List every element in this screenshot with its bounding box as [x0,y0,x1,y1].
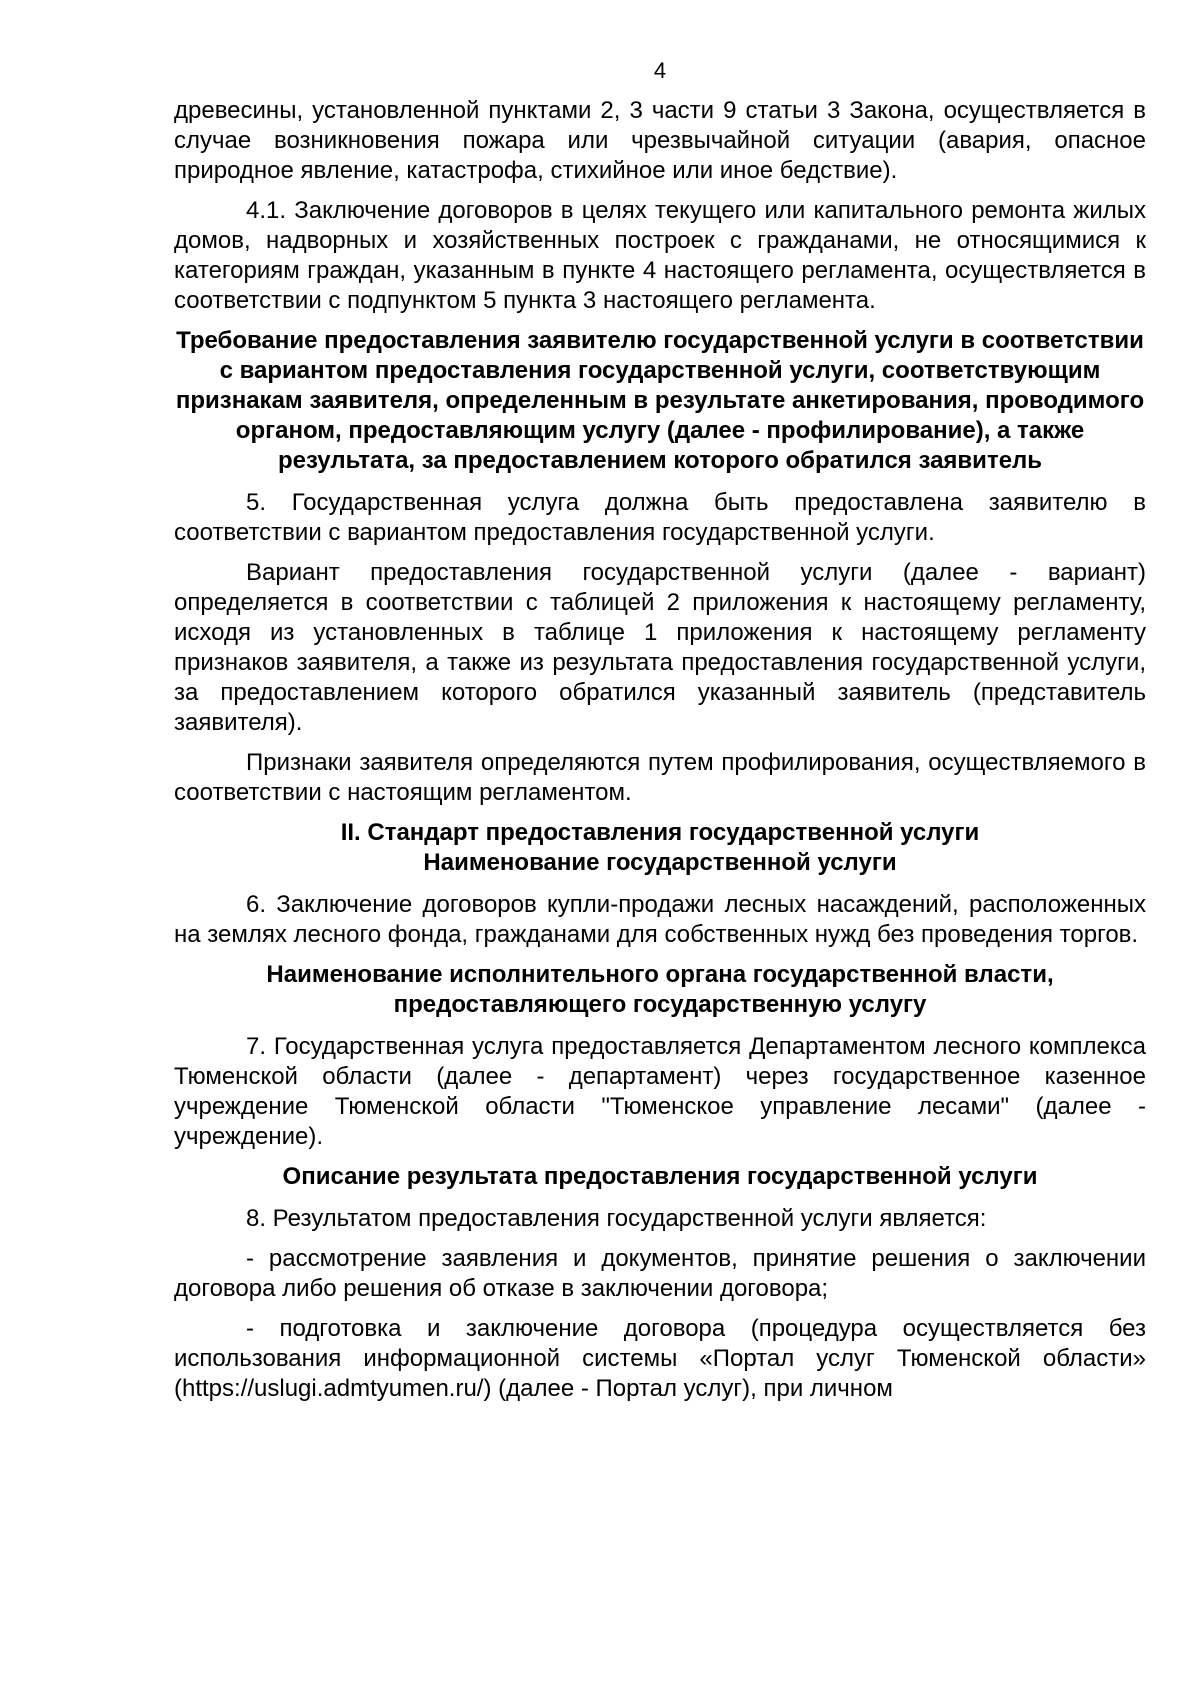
paragraph: Вариант предоставления государственной услуги (далее - вариант) определяется в соответствии с таблицей 2 приложения к настоящему регламенту, исходя из установленных в таблице 1 приложения к настоящему регламенту признаков заявителя, а также из результата предоставления государственной услуги, за предоставлением которого обратился указанный заявитель (представитель заявителя). [174,559,1146,736]
page-body [174,96,1146,1404]
section-heading: Наименование исполнительного органа государственной власти, предоставляющего государственную услугу [266,961,1054,1018]
paragraph: 7. Государственная услуга предоставляется Департаментом лесного комплекса Тюменской области (далее - департамент) через государственное казенное учреждение Тюменской области "Тюменское управление лесами" (далее - учреждение). [174,1033,1146,1150]
paragraph: - рассмотрение заявления и документов, принятие решения о заключении договора либо решения об отказе в заключении договора; [174,1245,1146,1302]
paragraph: 4.1. Заключение договоров в целях текущего или капитального ремонта жилых домов, надворных и хозяйственных построек с гражданами, не относящимися к категориям граждан, указанным в пункте 4 настоящего регламента, осуществляется в соответствии с подпунктом 5 пункта 3 настоящего регламента. [174,197,1146,314]
section-heading: Требование предоставления заявителю государственной услуги в соответствии с вариантом предоставления государственной услуги, соответствующим признакам заявителя, определенным в результате анкетирования, проводимого органом, предоставляющим услугу (далее - профилирование), а также результата, за предоставлением которого обратился заявитель [175,327,1145,474]
document-page [174,56,1146,1414]
paragraph: - подготовка и заключение договора (процедура осуществляется без использования информационной системы «Портал услуг Тюменской области» (https://uslugi.admtyumen.ru/) (далее - Портал услуг), при личном [174,1315,1146,1402]
page-number: 4 [653,58,667,83]
section-heading: Описание результата предоставления государственной услуги [282,1163,1038,1190]
paragraph: 5. Государственная услуга должна быть предоставлена заявителю в соответствии с вариантом предоставления государственной услуги. [174,489,1146,546]
paragraph: Признаки заявителя определяются путем профилирования, осуществляемого в соответствии с настоящим регламентом. [174,749,1146,806]
paragraph: 8. Результатом предоставления государственной услуги является: [246,1205,987,1232]
paragraph: древесины, установленной пунктами 2, 3 части 9 статьи 3 Закона, осуществляется в случае возникновения пожара или чрезвычайной ситуации (авария, опасное природное явление, катастрофа, стихийное или иное бедствие). [174,97,1146,184]
paragraph: 6. Заключение договоров купли-продажи лесных насаждений, расположенных на землях лесного фонда, гражданами для собственных нужд без проведения торгов. [174,891,1146,948]
section-heading: II. Стандарт предоставления государственной услуги Наименование государственной услуги [340,819,980,876]
